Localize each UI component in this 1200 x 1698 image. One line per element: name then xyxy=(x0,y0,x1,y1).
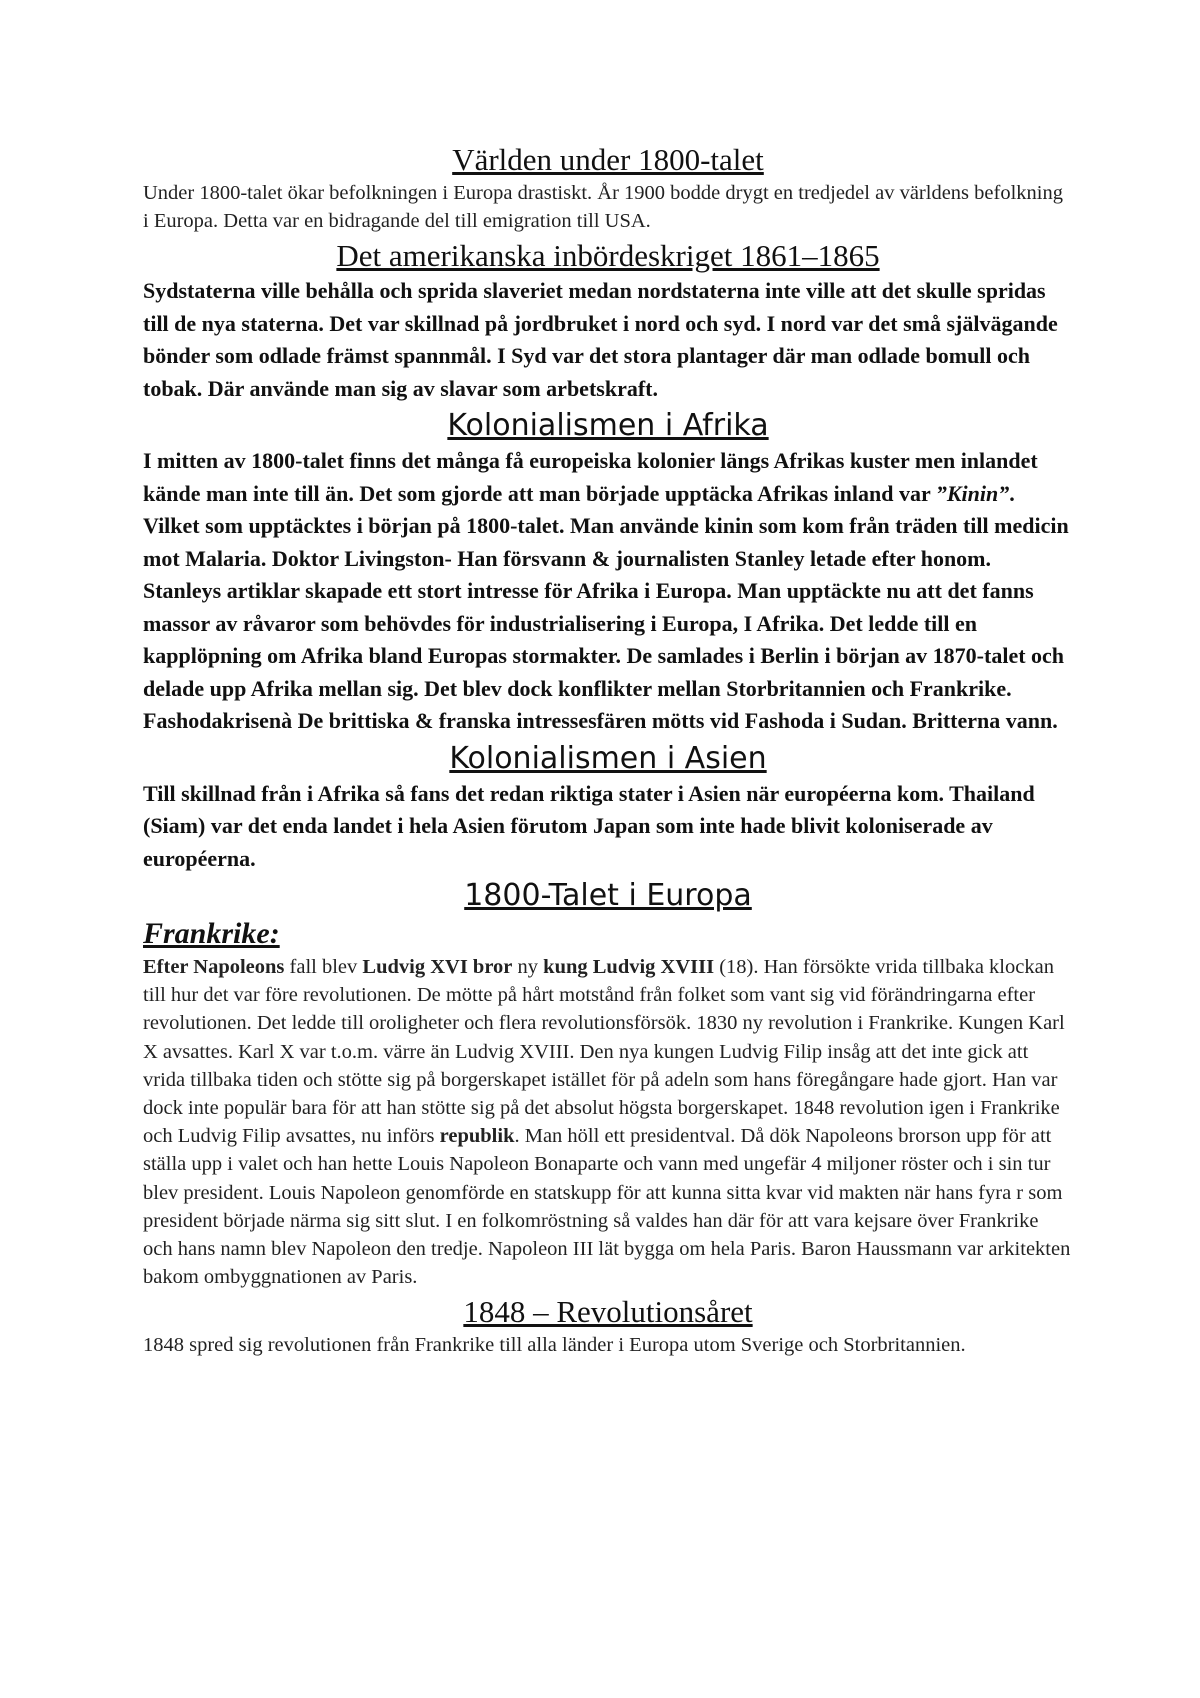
frankrike-text-1: fall blev xyxy=(284,956,363,978)
heading-varlden: Världen under 1800-talet xyxy=(452,142,764,177)
heading-inbordeskriget: Det amerikanska inbördeskriget 1861–1865 xyxy=(336,238,880,273)
bold-kung-ludvig-xviii: kung Ludvig XVIII xyxy=(543,956,715,978)
heading-kolonialismen-asien: Kolonialismen i Asien xyxy=(449,740,767,776)
subheading-frankrike: Frankrike: xyxy=(143,917,280,950)
bold-republik: republik xyxy=(439,1125,515,1148)
heading-kolonialismen-afrika: Kolonialismen i Afrika xyxy=(447,408,769,443)
afrika-text-a: I mitten av 1800-talet finns det många få europeiska kolonier längs Afrikas kuster men inlandet kände man inte till än. Det som gjorde att man började upptäcka Afrikas inland var xyxy=(143,448,1038,506)
afrika-text-b: . Vilket som upptäcktes i början på 1800-talet. Man använde kinin som kom från träden till medicin mot Malaria. Doktor Livingston- Han försvann & journalisten Stanley letade efter honom. Stanleys artiklar skapade ett stort intresse för Afrika i Europa. Man upptäckte nu att det fanns massor av råvaror som behövdes för industrialisering i Europa, I Afrika. Det ledde till en kapplöpning om Afrika bland Europas stormakter. De samlades i Berlin i början av 1870-talet och delade upp Afrika mellan sig. Det blev dock konflikter mellan Storbritannien och Frankrike. Fashodakrisenà De brittiska & franska intressesfären mötts vid Fashoda i Sudan. Britterna vann. xyxy=(143,480,1069,733)
bold-ludvig-xvi-bror: Ludvig XVI bror xyxy=(362,956,513,978)
frankrike-text-3: (18). Han försökte vrida tillbaka klockan till hur det var före revolutionen. De mötte på hårt motstånd från folket som vant sig vid förändringarna efter revolutionen. Det ledde till oroligheter och flera revolutionsförsök. 1830 ny revolution i Frankrike. Kungen Karl X avsattes. Karl X var t.o.m. värre än Ludvig XVIII. Den nya kungen Ludvig Filip insåg att det inte gick att vrida tillbaka tiden och stötte sig på borgerskapet istället för på adeln som hans föregångare hade gjort. Han var dock inte populär bara för att han stötte sig på det absolut högsta borgerskapet. 1848 revolution igen i Frankrike och Ludvig Filip avsattes, nu införs xyxy=(143,956,1065,1148)
paragraph-kolonialismen-asien: Till skillnad från i Afrika så fans det redan riktiga stater i Asien när européerna kom. Thailand (Siam) var det enda landet i hela Asien förutom Japan som inte hade blivit koloniserade av européerna. xyxy=(143,780,1035,871)
paragraph-frankrike xyxy=(143,953,1073,1291)
heading-revolutionsaret: 1848 – Revolutionsåret xyxy=(463,1294,753,1330)
paragraph-revolutionsaret: 1848 spred sig revolutionen från Frankrike till alla länder i Europa utom Sverige och Storbritannien. xyxy=(143,1334,966,1357)
kinin-term: ”Kinin” xyxy=(935,480,1010,506)
paragraph-kolonialismen-afrika xyxy=(143,445,1073,738)
frankrike-text-4: . Man höll ett presidentval. Då dök Napoleons brorson upp för att ställa upp i valet och han hette Louis Napoleon Bonaparte och vann med ungefär 4 miljoner röster och i sin tur blev president. Louis Napoleon genomförde en statskupp för att kunna sitta kvar vid makten när hans fyra r som president började närma sig sitt slut. I en folkomröstning så valdes han där för att vara kejsare över Frankrike och hans namn blev Napoleon den tredje. Napoleon III lät bygga om hela Paris. Baron Haussmann var arkitekten bakom ombyggnationen av Paris. xyxy=(143,1125,1071,1289)
bold-efter-napoleons: Efter Napoleons xyxy=(143,956,285,978)
heading-1800-talet-europa: 1800-Talet i Europa xyxy=(464,878,752,913)
frankrike-text-2: ny xyxy=(512,956,544,978)
paragraph-varlden: Under 1800-talet ökar befolkningen i Europa drastiskt. År 1900 bodde drygt en tredjedel av världens befolkning i Europa. Detta var en bidragande del till emigration till USA. xyxy=(143,182,1063,232)
paragraph-inbordeskriget: Sydstaterna ville behålla och sprida slaveriet medan nordstaterna inte ville att det skulle spridas till de nya staterna. Det var skillnad på jordbruket i nord och syd. I nord var det små självägande bönder som odlade främst spannmål. I Syd var det stora plantager där man odlade bomull och tobak. Där använde man sig av slavar som arbetskraft. xyxy=(143,278,1058,401)
document-content xyxy=(143,141,1073,1359)
